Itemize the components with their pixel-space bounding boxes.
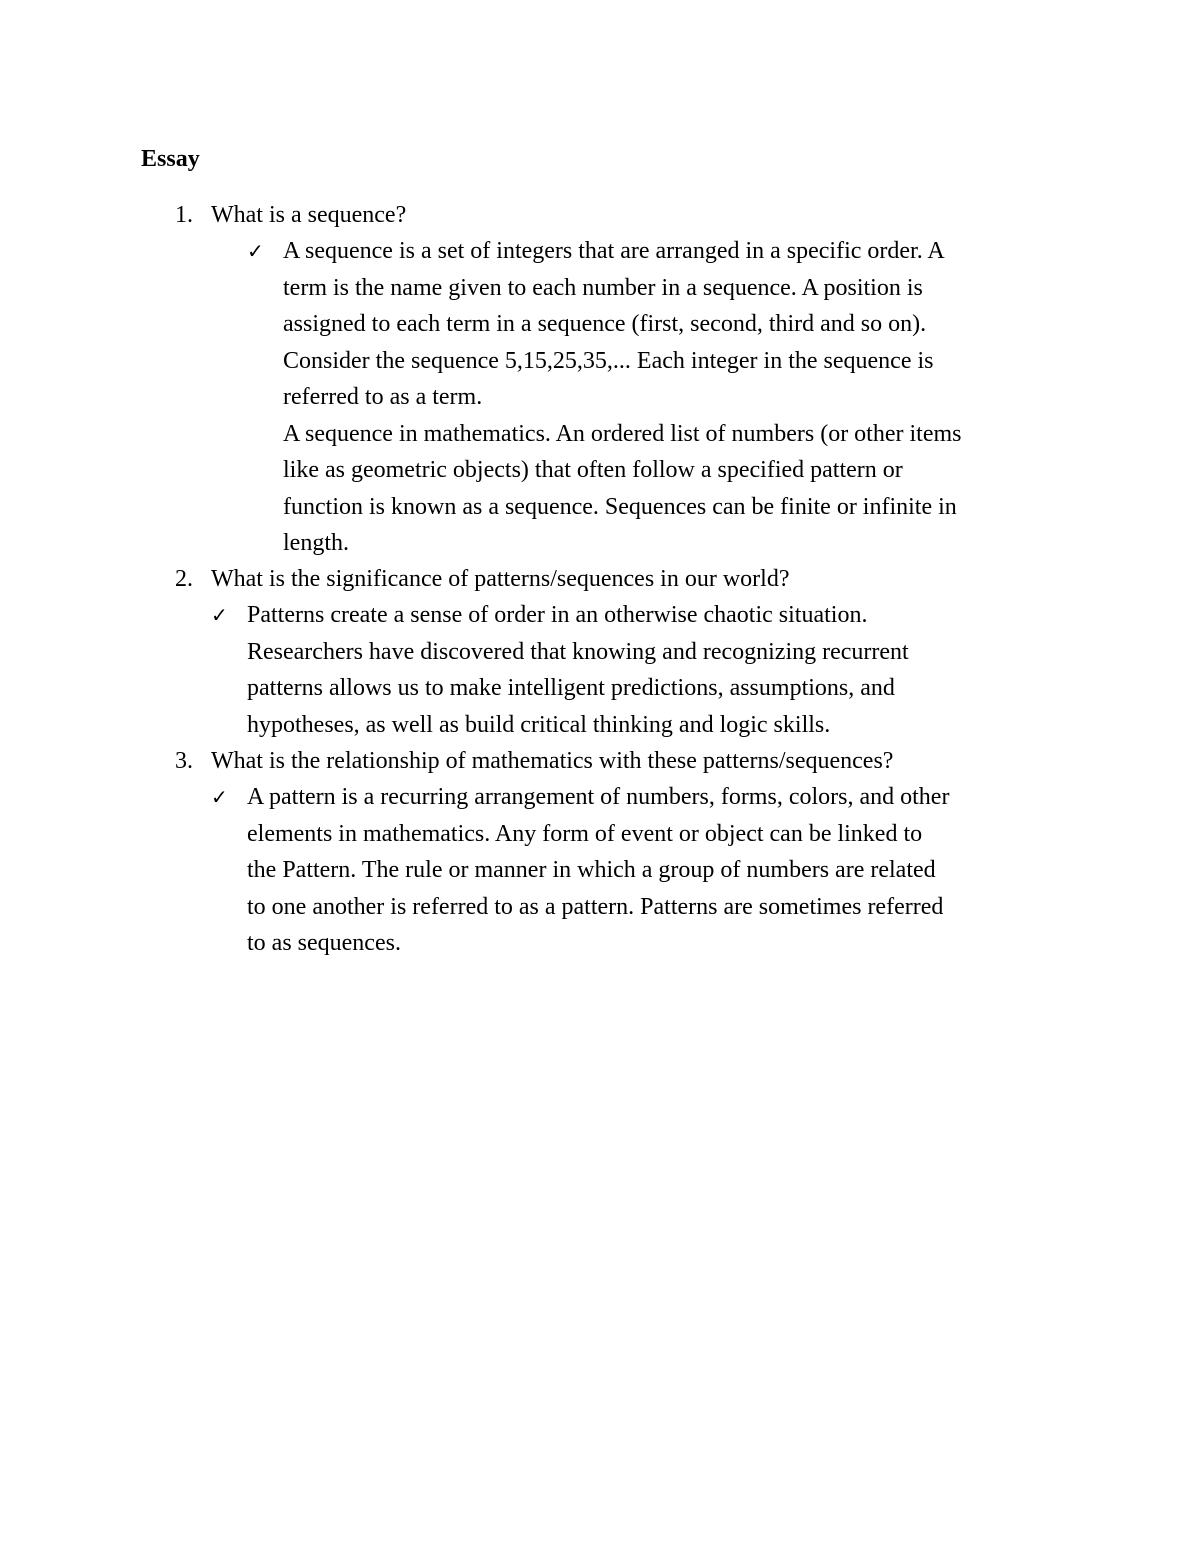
answer-line: elements in mathematics. Any form of event or object can be linked to (247, 820, 923, 847)
answer-line: Patterns create a sense of order in an otherwise chaotic situation. (247, 602, 868, 628)
answer-text (283, 233, 962, 562)
answer-line: term is the name given to each number in a sequence. A position is (283, 274, 923, 301)
answer-line: hypotheses, as well as build critical thinking and logic skills. (247, 711, 831, 738)
answer-line: A pattern is a recurring arrangement of numbers, forms, colors, and other (247, 784, 950, 810)
question-text: What is the significance of patterns/sequences in our world? (211, 566, 790, 592)
answer-text (247, 779, 949, 962)
answer-line: the Pattern. The rule or manner in which a group of numbers are related (247, 857, 936, 883)
question-number: 3. (175, 748, 193, 774)
answer-line: patterns allows us to make intelligent predictions, assumptions, and (247, 675, 895, 701)
checkmark-icon: ✓ (211, 785, 228, 809)
question-number: 2. (175, 566, 193, 592)
answer-line: Consider the sequence 5,15,25,35,... Each integer in the sequence is (283, 347, 934, 374)
question-text: What is the relationship of mathematics with these patterns/sequences? (211, 748, 894, 774)
answer-2 (211, 597, 909, 743)
answer-line: to as sequences. (247, 930, 401, 956)
answer-line: function is known as a sequence. Sequences can be finite or infinite in (283, 493, 957, 520)
answer-text (247, 597, 909, 743)
answer-line: length. (283, 530, 349, 556)
answer-line: A sequence in mathematics. An ordered list of numbers (or other items (283, 420, 962, 447)
answer-line: Researchers have discovered that knowing and recognizing recurrent (247, 638, 909, 665)
question-number: 1. (175, 202, 193, 228)
answer-line: A sequence is a set of integers that are arranged in a specific order. A (283, 238, 945, 264)
answer-line: referred to as a term. (283, 384, 483, 410)
document-title: Essay (141, 146, 200, 172)
answer-3 (211, 779, 950, 962)
question-text: What is a sequence? (211, 202, 407, 228)
answer-1 (247, 233, 962, 562)
checkmark-icon: ✓ (247, 239, 264, 263)
checkmark-icon: ✓ (211, 603, 228, 627)
answer-line: assigned to each term in a sequence (first, second, third and so on). (283, 311, 927, 337)
answer-line: like as geometric objects) that often follow a specified pattern or (283, 457, 903, 483)
answer-line: to one another is referred to as a pattern. Patterns are sometimes referred (247, 893, 944, 920)
